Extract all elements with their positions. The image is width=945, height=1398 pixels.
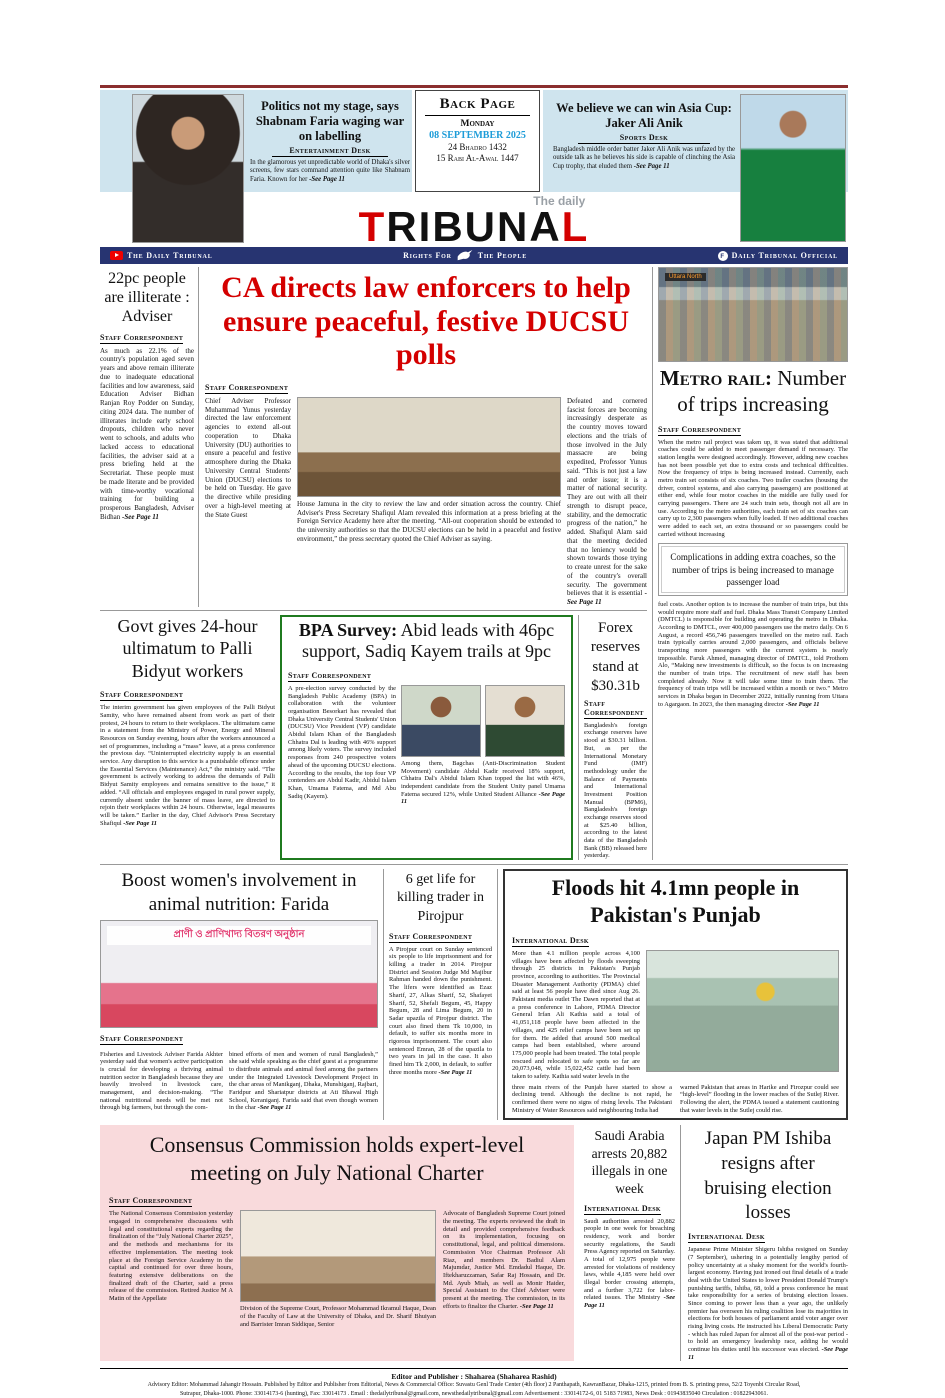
metro-body-2 — [658, 601, 848, 709]
body-text: Japanese Prime Minister Shigeru Ishiba resigned on Sunday (7 September), ushering in a potentially lengthy period of policy uncertainty at a shaky moment for the world's fourth-largest economy. Having just ironed out final details of a trade deal with the United States to lower President Donald Trump's punishing tariffs, Ishiba, 68, told a press conference he must take responsibility for a series of bruising election losses. Since coming to power less than a year ago, the unlikely premier has overseen his ruling coalition lose its majorities in elections for both houses of parliament amid voter anger over rising living costs. He instructed his Liberal Democratic Party - which has ruled Japan for almost all of the post-war period - to hold an emergency leadership race, adding he would continue his duties until his successor was elected. — [688, 1246, 848, 1354]
saudi-byline: International Desk — [584, 1203, 661, 1213]
story-metro-rail — [653, 267, 848, 860]
pirojpur-body — [389, 946, 492, 1077]
body-text: Saudi authorities arrested 20,882 people in one week for breaching residency, work and border security regulations, the Saudi Press Agency reported on Saturday. A total of 12,975 people were arrested for violations of residency laws, while 4,185 were held over illegal border crossing attempts, and a further 3,722 for labor-related issues. The Ministry — [584, 1217, 675, 1302]
bangla-date: 24 Bhadro 1432 — [448, 142, 507, 152]
see-page-ref: -See Page 11 — [401, 790, 565, 806]
women-headline: Boost women's involvement in animal nutrition: Farida — [121, 870, 357, 915]
desk-rule — [578, 143, 709, 144]
story-forex — [578, 615, 647, 860]
story-japan-pm — [681, 1125, 848, 1361]
consensus-meeting-photo — [240, 1210, 436, 1302]
candidate-sadiq-photo — [485, 685, 565, 757]
ducsu-body — [205, 397, 647, 607]
sports-teaser — [553, 101, 735, 171]
women-col2 — [229, 1051, 378, 1113]
ducsu-headline: CA directs law enforcers to help ensure peaceful, festive DUCSU polls — [221, 271, 631, 372]
consensus-byline: Staff Correspondent — [109, 1196, 193, 1206]
see-page-ref: -See Page 11 — [519, 1302, 554, 1310]
youtube-channel-name: The Daily Tribunal — [127, 251, 213, 260]
illiterate-headline: 22pc people are illiterate : Adviser — [104, 270, 190, 326]
ducsu-col3 — [567, 397, 647, 607]
story-consensus-commission — [100, 1125, 574, 1361]
day-name: Monday — [460, 119, 495, 129]
palli-body — [100, 704, 275, 827]
bpa-headline-rest: Abid leads with 46pc support, Sadiq Kayem trails at 9pc — [302, 619, 555, 662]
newspaper-logo — [358, 203, 590, 250]
body-text: A Pirojpur court on Sunday sentenced six people to life imprisonment and for killing a trader in 2014. Pirojpur District and Session Judge Md Majibur Rahman handed down the punishment. The lifers were identified as Ezaz Sharif, 27, Alkas Sharif, 52, Shafayet Sharif, 52, Shefali Begum, 45, Happy Begum, 28 and Lima Begum, 20 in Sadar upazila of Pirojpur district. The court also fined them Tk 10,000, in default, to suffer six months more in rigorous imprisonment. The court also sentenced Emran, 28 of the upazila to two years in jail in the case. It also fined him Tk 2,000, in default, to suffer three months more — [389, 945, 492, 1076]
forex-byline: Staff Correspondent — [584, 699, 647, 719]
ducsu-middle — [297, 397, 561, 607]
consensus-col3 — [443, 1210, 565, 1328]
forex-headline: Forex reserves stand at $30.31b — [590, 619, 641, 695]
entertainment-desk-label: Entertainment Desk — [289, 146, 371, 155]
palli-headline: Govt gives 24-hour ultimatum to Palli Bidyut workers — [117, 615, 258, 681]
masthead-tagline: The daily — [533, 194, 586, 208]
entertainment-teaser — [250, 99, 410, 184]
left-zone — [100, 267, 653, 860]
bpa-photos — [401, 685, 565, 757]
shabnam-faria-photo — [132, 94, 244, 243]
backpage-box — [415, 90, 540, 192]
bpa-right — [401, 685, 565, 806]
row-4 — [100, 1125, 848, 1361]
see-page-ref: -See Page 11 — [584, 1294, 675, 1310]
imprint-line-2: Advisory Editor: Mohammad Jahangir Hossain. Published by Editor and Publisher from Editorial, News & Commercial Office: Suvastu Genl Trade Center (4th floor) 2 Panthapath, KawranBazar, Dhaka-1215, printed from B. S. printing press, 52/2 Toyenbi Circular Road, — [147, 1382, 801, 1389]
see-page-ref: -See Page 11 — [688, 1346, 848, 1361]
youtube-channel — [110, 251, 213, 260]
see-page-ref: -See Page 11 — [121, 512, 159, 521]
main-content-upper — [100, 267, 848, 860]
japan-body — [688, 1246, 848, 1361]
bpa-byline: Staff Correspondent — [288, 670, 372, 680]
body-text: Among them, Bagchas (Anti-Discrimination Student Movement) candidate Abdul Kadir received 18% support, Chhatra Dal's Abidul Islam Khan topped the list with 46%, independent candidate from the Student Unity panel Umama Fatema secured 12%, while United Student Alliance — [401, 759, 565, 798]
body-text: Advocate of Bangladesh Supreme Court joined the meeting. The experts reviewed the draft in detail and provided comprehensive feedback on its implementation, focusing on constitutional, legal, and political dimensions. Commission Vice Chairman Professor Ali Riaz, and members Dr. Badiul Alam Majumdar, Justice Md. Emdadul Haque, Dr. Iftekharuzzaman, Safar Raj Hossain, and Dr. Md. Ayub Miah, as well as Monir Haider, Special Assistant to the Chief Adviser were present at the meeting. The commission, in its efforts to finalize the Charter. — [443, 1210, 565, 1310]
see-page-ref: -See Page 11 — [257, 1104, 292, 1112]
row-2 — [100, 610, 647, 860]
top-rule — [100, 85, 848, 88]
ducsu-byline: Staff Correspondent — [205, 382, 289, 392]
event-banner-text: প্রাণী ও প্রাণিখাদ্য বিতরণ অনুষ্ঠান — [107, 926, 371, 945]
gregorian-date: 08 SEPTEMBER 2025 — [429, 130, 526, 141]
floods-col3: warned Pakistan that areas in Harike and Firozpur could see “high-level” flooding in the lower reaches of the Sutlej River. Following the alert, the PDMA issued a statement cautioning that water levels in the Sutlej could rise. — [680, 1083, 839, 1114]
floods-bottom — [512, 1084, 839, 1115]
see-page-ref: -See Page 11 — [785, 700, 820, 708]
floods-photo — [646, 950, 839, 1072]
illiterate-byline: Staff Correspondent — [100, 332, 184, 342]
floods-byline: International Desk — [512, 935, 589, 945]
teaser-body-text: Bangladesh middle order batter Jaker Ali Anik was unfazed by the outside talk as he believes his side is capable of clinching the Asia Cup trophy, that eluded them — [553, 146, 735, 170]
editor-publisher-line: Editor and Publisher : Shaharea (Shaharea Rashid) — [391, 1372, 557, 1382]
see-page-ref: -See Page 11 — [309, 175, 345, 183]
women-col1: Fisheries and Livestock Adviser Farida Akhter yesterday said that women's active participation is crucial for developing a thriving animal nutrition sector in Bangladesh because they are heavily involved in livestock care, management, and decision-making. “The national nutritional needs will be met not through big farmers, but through the com- — [100, 1050, 223, 1112]
facebook-page-name: Daily Tribunal Official — [731, 251, 838, 260]
story-ducsu — [199, 267, 647, 607]
women-body — [100, 1051, 378, 1113]
metro-body-1: When the metro rail project was taken up, it was stated that additional coaches could be added to meet passenger demand if necessary. The station lengths were designed accordingly. However, adding new coaches has not been possible yet due to extra costs and technical difficulties. Now the frequency of trips is being increased instead. Currently, each metro train set consists of six coaches. Two trailer coaches (housing the driver, control systems, and also carrying passengers) are positioned at either end, while four motor coaches in the middle are fully used for carrying passengers. There are 24 such train sets, though not all are in use. According to the metro authorities, each train set of six coaches can carry up to 2,300 passengers when fully loaded. If two additional coaches were added to each set, an extra thousand or so passengers could be carried without increasing — [658, 438, 848, 538]
story-pirojpur — [384, 869, 498, 1120]
bpa-col1: A pre-election survey conducted by the Bangladesh Public Academy (BPA) in collaboration with the volunteer organisation Besorkari has revealed that Dhaka University Central Students' Union (DUCSU) Vice President (VP) candidate Abidul Islam Khan of the Bangladesh Chhatra Dal is leading with 46% support among likely voters. The survey included responses from 240 prospective voters ahead of the upcoming DUCSU elections. According to the results, the top four VP contenders are Abdul Kadir, Abidul Islam Khan, Umama Fatema, and Md Abu Sadiq (Kayem). — [288, 684, 397, 800]
logo-letters-mid: RIBUNA — [386, 203, 562, 250]
saudi-headline: Saudi Arabia arrests 20,882 illegals in one week — [591, 1128, 668, 1197]
floods-col2: three main rivers of the Punjab have started to show a declining trend. Although the decline is not rapid, he confirmed there were no signs of rising levels. The Pakistani Ministry of Water Resources said neighbouring India had — [512, 1083, 673, 1114]
story-bpa-survey — [280, 615, 573, 860]
logo-letter-t: T — [358, 203, 387, 250]
jaker-ali-photo — [740, 94, 846, 242]
youtube-icon — [110, 251, 123, 260]
dove-icon — [456, 250, 474, 261]
japan-headline: Japan PM Ishiba resigns after bruising election losses — [704, 1128, 832, 1224]
newspaper-front-page — [100, 85, 848, 1398]
consensus-headline: Consensus Commission holds expert-level meeting on July National Charter — [149, 1132, 525, 1185]
pirojpur-headline: 6 get life for killing trader in Pirojpur — [396, 872, 485, 924]
metro-headline — [658, 365, 848, 418]
row-1 — [100, 267, 647, 607]
slogan-left: Rights For — [403, 251, 452, 260]
logo-letter-l: L — [561, 203, 590, 250]
floods-col1: More than 4.1 million people across 4,100 villages have been affected by floods sweeping through 25 districts in Pakistan's Punjab province, according to authorities. The Provincial Disaster Management Authority (PDMA) chief said at least 56 people have died since Aug 26. Pakistani media outlet The Dawn reported that at a press conference in Lahore, PDMA Director General Irfan Ali Kathia said a total of 41,051,118 people have been affected in the villages, and 425 relief camps have been set up for them. He added that around 500 medical camps had been established, where around 175,000 people had been treated. The total people rescued and relocated to safe spots so far are 20,073,048, while 15,022,452 cattle had been taken to safety. Kathia said water levels in the — [512, 949, 640, 1080]
bpa-body — [288, 685, 565, 806]
floods-top — [512, 950, 839, 1081]
backpage-rule — [425, 115, 531, 116]
teaser-body-text: In the glamorous yet unpredictable world of Dhaka's silver screens, few stars command attention quite like Shabnam Faria. Known for her — [250, 159, 410, 183]
desk-rule — [272, 156, 387, 157]
saudi-body — [584, 1218, 675, 1310]
see-page-ref: -See Page 11 — [633, 162, 670, 170]
metro-byline: Staff Correspondent — [658, 424, 742, 434]
body-text: bined efforts of men and women of rural Bangladesh,” she said while speaking as the chief guest at a programme to distribute animals and animal feed among the partners under the Integrated Livestock Development Project in the char areas of Manikganj, Dhaka, Munshiganj, Rajbari, Faridpur and Shariatpur districts at Ati Bhawal High School, Keraniganj. Farida said that even though women in the char — [228, 1050, 378, 1112]
hijri-date: 15 Rabi Al-Awal 1447 — [436, 153, 519, 163]
japan-byline: International Desk — [688, 1232, 765, 1242]
bpa-headline-kicker: BPA Survey: — [298, 619, 398, 640]
skyline-strip — [100, 90, 848, 195]
ducsu-col1: Chief Adviser Professor Muhammad Yunus yesterday directed the law enforcement agencies to extend all-out cooperation to Dhaka University (DU) authorities to ensure a peaceful and festive atmosphere during the Dhaka University Central Students' Union (DUCSU) elections to be held on Tuesday. He gave the directive while presiding over a high-level meeting at the State Guest — [205, 396, 291, 519]
sports-teaser-body — [553, 146, 735, 171]
ducsu-mid-text: House Jamuna in the city to review the law and order situation across the country. Chief Adviser's Press Secretary Shafiqul Alam revealed this information at a press briefing at the Foreign Service Academy here after the meeting. “All-out cooperation should be extended to the university authorities so that the DUCSU elections can be held in a peaceful and festive environment,” the press secretary quoted the Chief Adviser as saying. — [297, 499, 561, 543]
facebook-page — [718, 251, 838, 261]
body-text: fuel costs. Another option is to increase the number of train trips, but this would require more staff and fuel. Dhaka Mass Transit Company Limited (DMTCL) is responsible for building and operating the metro in Dhaka. According to DMTCL, over 400,000 passengers use the metro daily. On 6 August, a record 456,746 passengers travelled on the metro rail. Each train typically carries around 2,000 passengers, and officials believe transporting more passengers with the current system is nearly impossible. Faruk Ahmed, managing director of DMTCL, told Prothom Alo, “Making new investments is difficult, so the focus is on increasing the number of train trips. The recruitment of new staff has been completed already. Now it will take some time to train them. The frequency of train trips will be increased within a month or two.” Metro services in Dhaka began in December 2022, initially running from Uttara to Agargaon. In 2023, the then managing director — [658, 600, 848, 708]
consensus-middle — [240, 1210, 436, 1328]
candidate-abid-photo — [401, 685, 481, 757]
story-illiterate — [100, 267, 199, 607]
row-3 — [100, 864, 848, 1120]
bpa-col2 — [401, 760, 565, 806]
entertainment-teaser-title: Politics not my stage, says Shabnam Faria waging war on labelling — [255, 99, 405, 143]
consensus-body — [109, 1210, 565, 1328]
sports-teaser-title: We believe we can win Asia Cup: Jaker Ali Anik — [556, 101, 732, 130]
forex-body: Bangladesh's foreign exchange reserves have stood at $30.31 billion. But, as per the International Monetary Fund (IMF) methodology under the Balance of Payments and International Investment Position Manual (BPM6), Bangladesh's foreign exchange reserves stood at $25.40 billion, according to the latest data of the Bangladesh Bank (BB) released here yesterday. — [584, 721, 647, 860]
consensus-col1: The National Consensus Commission yesterday engaged in comprehensive discussions with legal and constitutional experts regarding the finalization of the “July National Charter 2025”, and the methods and mechanisms for its effective implementation. The meeting took place at the Foreign Service Academy in the capital and continued for over three hours, featuring extensive deliberations on the finalized draft of the Charter, said a press release of the commission. Retired Justice M A Matin of the Appellate — [109, 1210, 233, 1302]
metro-headline-rest: Number of trips increasing — [677, 366, 847, 417]
backpage-label: Back Page — [439, 96, 516, 112]
ducsu-meeting-photo — [297, 397, 561, 497]
palli-byline: Staff Correspondent — [100, 690, 184, 700]
metro-station-sign: Uttara North — [665, 273, 706, 281]
metro-station-photo — [658, 267, 848, 362]
see-page-ref: -See Page 11 — [567, 589, 647, 607]
story-palli-bidyut — [100, 615, 280, 860]
facebook-icon: f — [718, 251, 728, 261]
illiterate-body — [100, 347, 194, 522]
see-page-ref: -See Page 11 — [438, 1068, 473, 1076]
metro-pull-quote: Complications in adding extra coaches, so the number of trips is being increased to manage passenger load — [658, 543, 848, 595]
entertainment-teaser-body — [250, 159, 410, 184]
women-byline: Staff Correspondent — [100, 1033, 184, 1043]
story-saudi-arrests — [579, 1125, 681, 1361]
consensus-col2: Division of the Supreme Court, Professor Mohammad Ikramul Haque, Dean of the Faculty of Law at the University of Dhaka, and Dr. Sharif Bhuiyan and Barrister Imran Siddique, Senior — [240, 1305, 436, 1328]
bpa-headline — [288, 620, 565, 663]
floods-headline: Floods hit 4.1mn people in Pakistan's Punjab — [551, 875, 800, 927]
story-floods — [503, 869, 848, 1120]
slogan — [403, 250, 527, 261]
body-text: As much as 22.1% of the country's population aged seven years and above remain illiterate due to inadequate educational facilities and low awareness, said Education Adviser Bidhan Ranjan Roy Podder on Sunday, citing 2024 data. The number of illiterates include early school dropouts, children who never went to schools, and adults who lacked access to educational facilities, the adviser said at a press briefing held at the Secretariat. These people must be made literate and be provided with time-worthy vocational training for building a prosperous Bangladesh, Adviser Bidhan — [100, 346, 194, 521]
slogan-right: The People — [477, 251, 527, 260]
story-women-nutrition — [100, 869, 384, 1120]
body-text: Defeated and cornered fascist forces are becoming increasingly desperate as the country moves toward elections and the trials of those involved in the July massacre are being expedited, Professor Yunus said. “This is not just a law and order issue; it is a matter of national security. They are out with all their strength to disrupt peace, stability, and the democratic progress of the nation,” he added. Shafiqul Alam said that the meeting decided that no leniency would be shown towards those trying to create unrest for the sake of the country's overall security. The government believes that it is essential — [567, 396, 647, 598]
body-text: The interim government has given employees of the Palli Bidyut Samity, who have remained absent from work as part of their protest, 24 hours to return to their workplaces. The ultimatum came in a statement from the Ministry of Power, Energy and Mineral Resources on Sunday evening, hours after the workers announced a set of programmes, including a “mass” leave, at a press conference the previous day. “Uninterrupted electricity supply is an essential service. Any disruption to this service is a punishable offence under the Essential Services (Maintenance) Act,” the ministry said. “The government is actively working to address the demands of Palli Bidyut Samity employees and remains sensitive to the issue,” it added. “All officials and employees engaged in rural power supply, currently absent under the banner of mass leave, are directed to rejoin their workplaces within 24 hours. Otherwise, legal measures will be taken.” Earlier in the day, Chief Advisor's Press Secretary Shafiqul — [100, 704, 275, 827]
imprint-footer — [100, 1368, 848, 1397]
sports-desk-label: Sports Desk — [619, 133, 669, 142]
see-page-ref: -See Page 11 — [123, 819, 157, 827]
women-event-photo — [100, 920, 378, 1028]
imprint-line-3: Sutrapur, Dhaka-1000. Phone: 33014173-6 (hunting), Fax: 33014173 . Email : thedailytribunal@gmail.com, newsthedailytribunal@gmail.com Advertisement : 33014172-6, 01 5183 71983, News Desk : 01943835040 Circulation : 01822943061. — [179, 1390, 769, 1397]
pirojpur-byline: Staff Correspondent — [389, 931, 473, 941]
metro-headline-kicker: Metro rail: — [659, 366, 772, 390]
